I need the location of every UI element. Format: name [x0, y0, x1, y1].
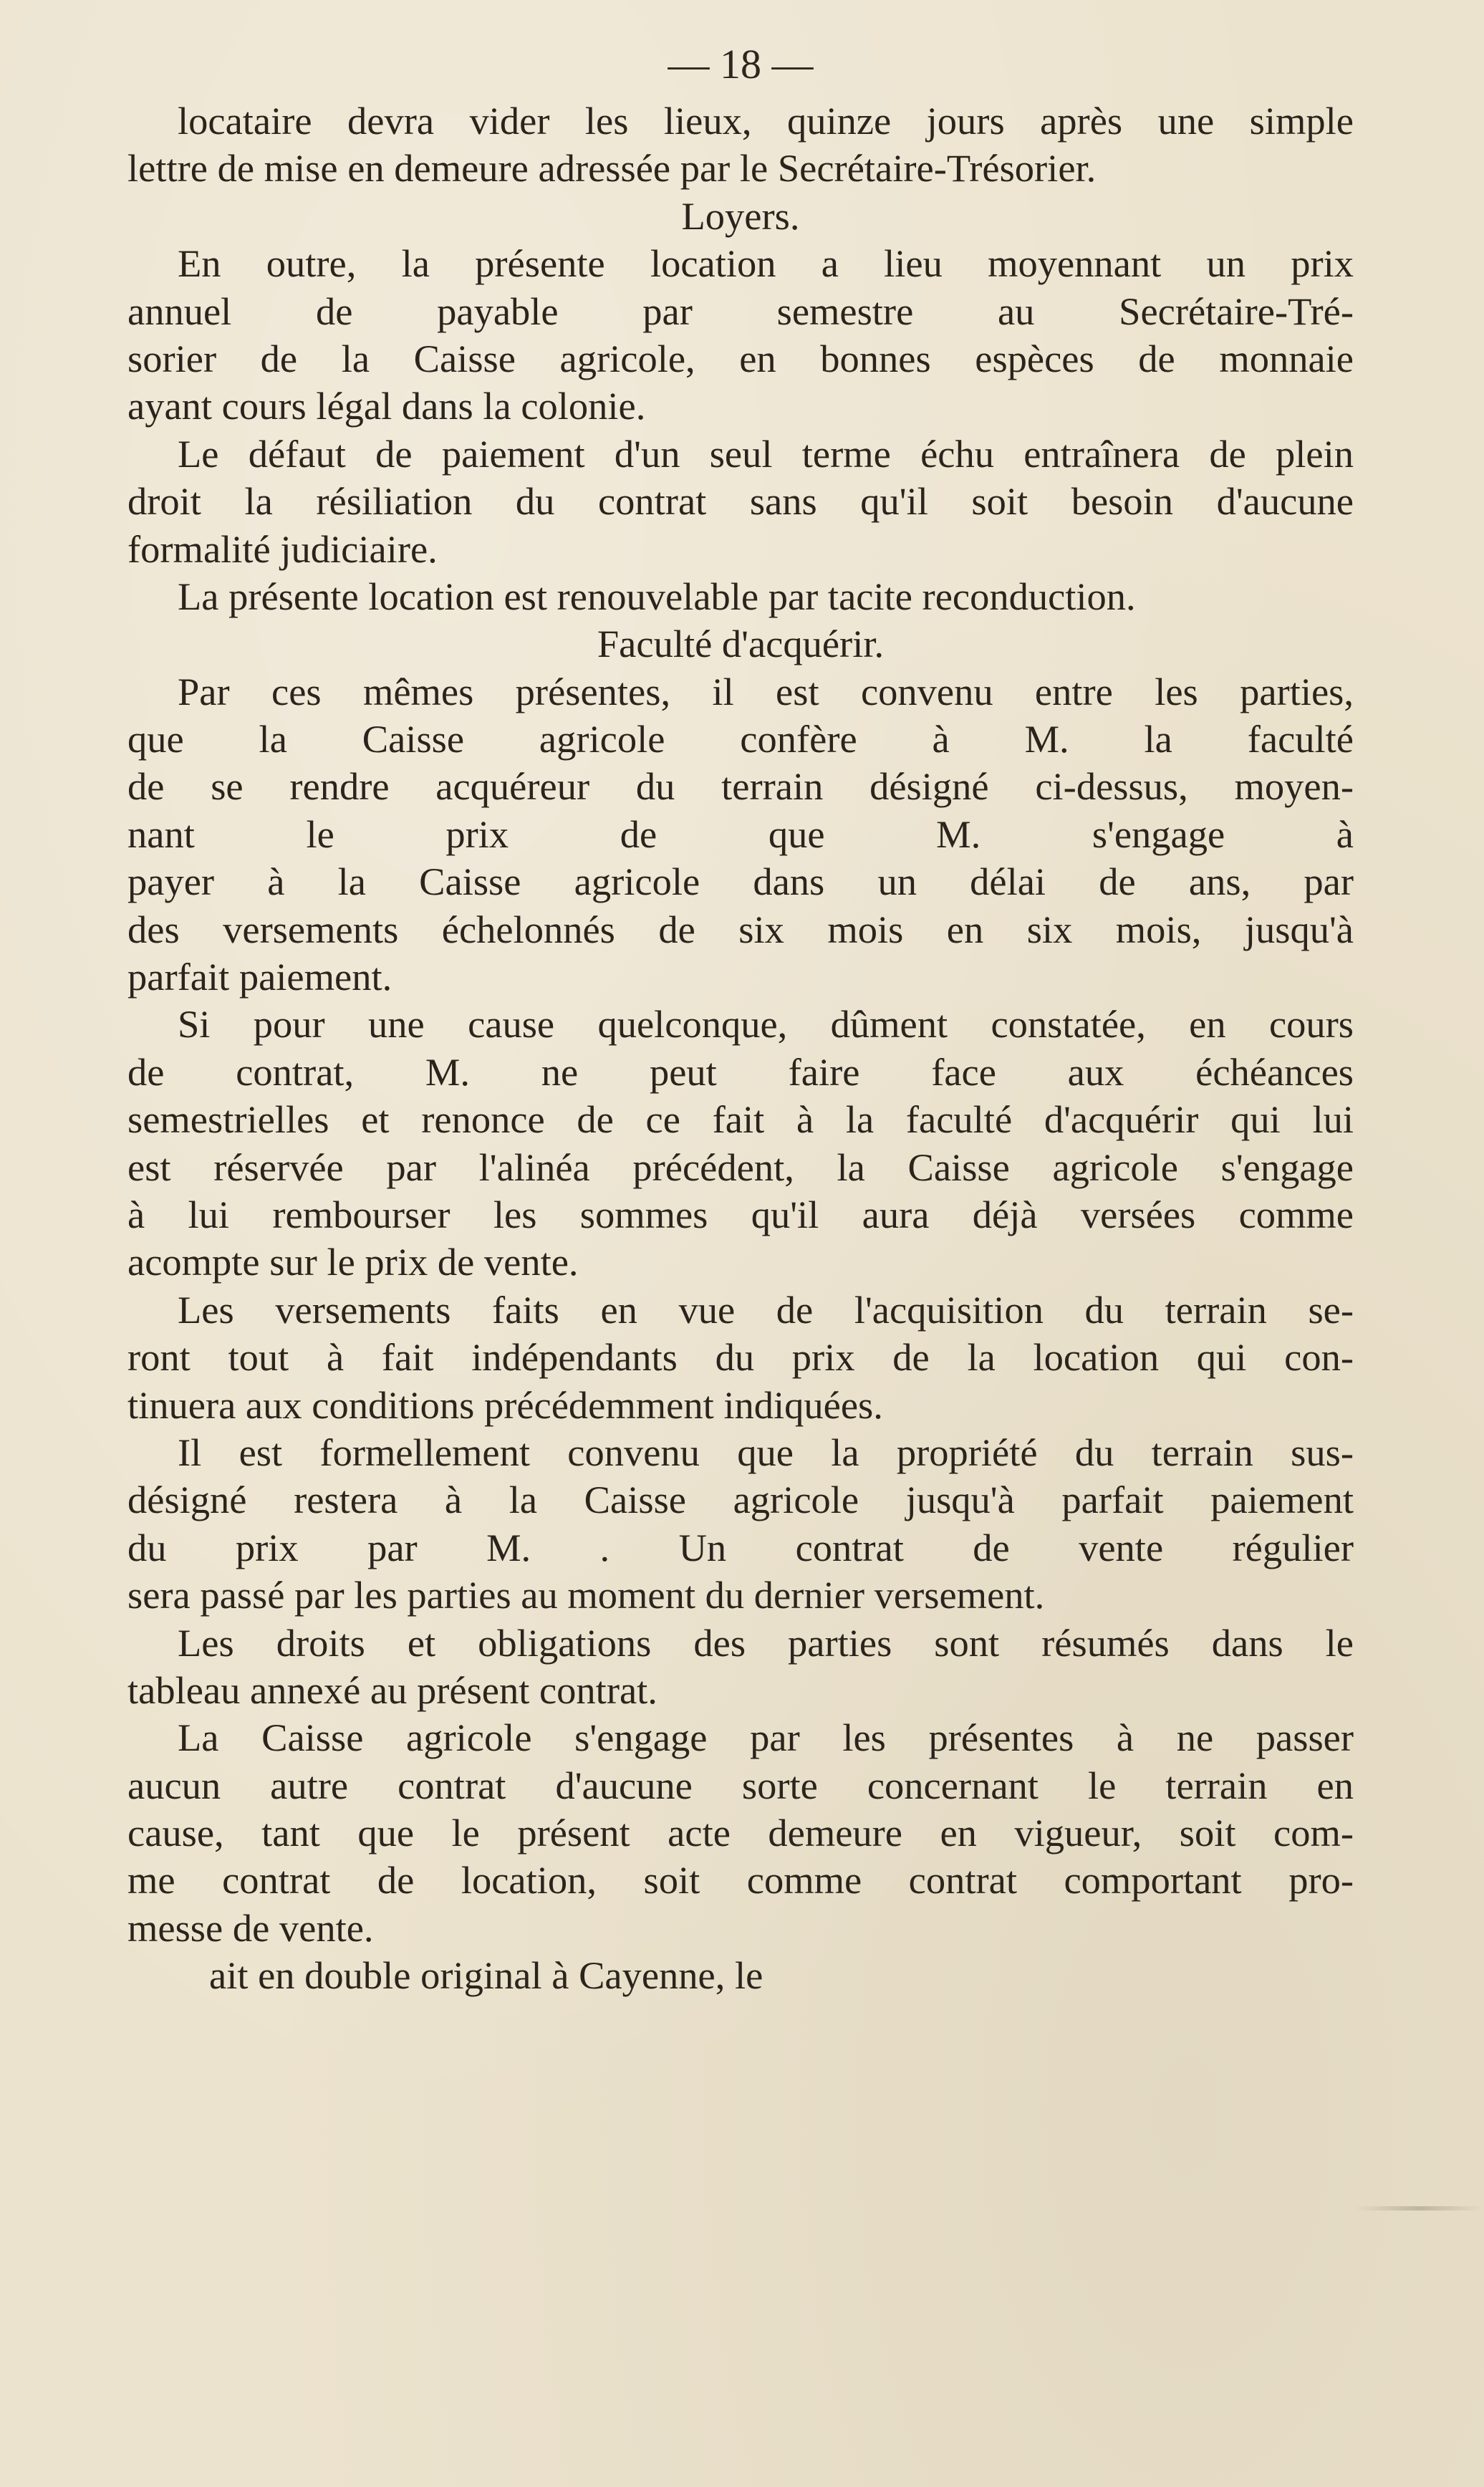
text-line: Par ces mêmes présentes, il est convenu entre les parties, [178, 669, 1354, 713]
text-line: annuel de payable par semestre au Secrétaire-Tré- [127, 289, 1354, 333]
text-line: ront tout à fait indépendants du prix de la location qui con- [127, 1335, 1354, 1380]
paragraph [127, 1620, 1354, 1715]
closing-line: ait en double original à Cayenne, le [209, 1953, 763, 1998]
text-line: que la Caisse agricole confère à M. la faculté [127, 717, 1354, 761]
text-line: sorier de la Caisse agricole, en bonnes espèces de monnaie [127, 336, 1354, 380]
text-line: semestrielles et renonce de ce fait à la faculté d'acquérir qui lui [127, 1097, 1354, 1142]
text-line: Les droits et obligations des parties sont résumés dans le [178, 1620, 1354, 1665]
text-line: tinuera aux conditions précédemment indiquées. [127, 1382, 883, 1427]
text-line: locataire devra vider les lieux, quinze jours après une simple [178, 99, 1354, 143]
paragraph [127, 240, 1354, 430]
paragraph [127, 1286, 1354, 1429]
text-line: droit la résiliation du contrat sans qu'il soit besoin d'aucune [127, 479, 1354, 524]
document-page [127, 36, 1354, 2000]
text-line: de contrat, M. ne peut faire face aux échéances [127, 1049, 1354, 1094]
paragraph [127, 430, 1354, 573]
text-line: acompte sur le prix de vente. [127, 1240, 579, 1284]
text-line: payer à la Caisse agricole dans un délai de ans, par [127, 860, 1354, 904]
text-line: formalité judiciaire. [127, 526, 438, 571]
text-line: La présente location est renouvelable par tacite reconduction. [178, 574, 1136, 618]
text-line: du prix par M. . Un contrat de vente régulier [127, 1525, 1354, 1569]
text-line: est réservée par l'alinéa précédent, la Caisse agricole s'engage [127, 1145, 1354, 1189]
text-line: En outre, la présente location a lieu moyennant un prix [178, 241, 1354, 286]
text-line: Si pour une cause quelconque, dûment constatée, en cours [178, 1002, 1354, 1047]
document-body [127, 97, 1354, 1952]
text-line: Les versements faits en vue de l'acquisition du terrain se- [178, 1287, 1354, 1332]
text-line: aucun autre contrat d'aucune sorte concernant le terrain en [127, 1763, 1354, 1807]
text-line: tableau annexé au présent contrat. [127, 1668, 657, 1712]
text-line: Le défaut de paiement d'un seul terme échu entraînera de plein [178, 431, 1354, 476]
paragraph [127, 668, 1354, 1001]
text-line: parfait paiement. [127, 955, 392, 999]
section-heading: Loyers. [681, 193, 800, 238]
text-line: sera passé par les parties au moment du dernier versement. [127, 1573, 1045, 1617]
text-line: messe de vente. [127, 1905, 374, 1950]
text-line: désigné restera à la Caisse agricole jusqu'à parfait paiement [127, 1478, 1354, 1522]
text-line: des versements échelonnés de six mois en six mois, jusqu'à [127, 907, 1354, 951]
paragraph [127, 1714, 1354, 1952]
text-line: me contrat de location, soit comme contrat comportant pro- [127, 1858, 1354, 1902]
paper-mark [1355, 2206, 1484, 2211]
paragraph [127, 573, 1354, 620]
text-line: nant le prix de que M. s'engage à [127, 812, 1354, 856]
text-line: La Caisse agricole s'engage par les présentes à ne passer [178, 1716, 1354, 1760]
section-heading: Faculté d'acquérir. [597, 622, 885, 666]
text-line: à lui rembourser les sommes qu'il aura déjà versées comme [127, 1192, 1354, 1236]
text-line: Il est formellement convenu que la propriété du terrain sus- [178, 1430, 1354, 1474]
text-line: de se rendre acquéreur du terrain désigné ci-dessus, moyen- [127, 764, 1354, 809]
text-line: lettre de mise en demeure adressée par le Secrétaire-Trésorier. [127, 146, 1097, 191]
page-number: — 18 — [668, 41, 814, 87]
paragraph [127, 97, 1354, 193]
text-line: cause, tant que le présent acte demeure en vigueur, soit com- [127, 1811, 1354, 1855]
paragraph [127, 1001, 1354, 1286]
paragraph [127, 1429, 1354, 1620]
text-line: ayant cours légal dans la colonie. [127, 384, 646, 428]
